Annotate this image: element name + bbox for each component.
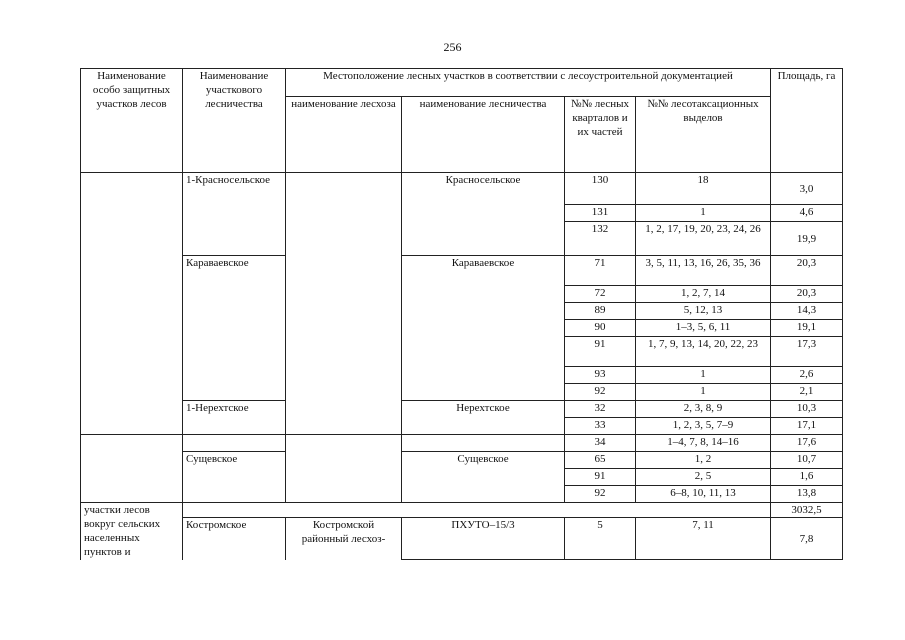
vydels-cell: 1, 2, 3, 5, 7–9: [636, 418, 771, 435]
vydels-cell: 2, 3, 8, 9: [636, 401, 771, 418]
area-cell: 17,6: [771, 435, 843, 452]
area-cell: 7,8: [771, 518, 843, 560]
quarter-cell: 89: [565, 303, 636, 320]
vydels-cell: 1, 2, 17, 19, 20, 23, 24, 26: [636, 222, 771, 256]
quarter-cell: 65: [565, 452, 636, 469]
quarter-cell: 90: [565, 320, 636, 337]
forestry-pkhuto: ПХУТО–15/3: [402, 518, 565, 560]
vydels-cell: 3, 5, 11, 13, 16, 26, 35, 36: [636, 256, 771, 286]
table-row: [81, 452, 843, 469]
header-forestry-name: наименование лесничества: [402, 97, 565, 173]
settlement-spacer: [183, 503, 771, 518]
area-cell: 4,6: [771, 205, 843, 222]
quarter-cell: 92: [565, 384, 636, 401]
settlement-category: участки лесов вокруг сельских населенных пунктов и: [81, 503, 183, 560]
table-row: [81, 503, 843, 518]
quarter-cell: 72: [565, 286, 636, 303]
area-cell: 10,7: [771, 452, 843, 469]
area-cell: 19,1: [771, 320, 843, 337]
quarter-cell: 93: [565, 367, 636, 384]
vydels-cell: 2, 5: [636, 469, 771, 486]
quarter-cell: 92: [565, 486, 636, 503]
header-district-forestry: Наименование участкового лесничества: [183, 69, 286, 173]
area-cell: 19,9: [771, 222, 843, 256]
forestry-karavaevskoe: Караваевское: [402, 256, 565, 401]
vydels-cell: 5, 12, 13: [636, 303, 771, 320]
district-nerekhtskoe: 1-Нерехтское: [183, 401, 286, 435]
area-cell: 14,3: [771, 303, 843, 320]
area-cell: 1,6: [771, 469, 843, 486]
area-cell: 3,0: [771, 173, 843, 205]
quarter-cell: 132: [565, 222, 636, 256]
quarter-cell: 5: [565, 518, 636, 560]
area-cell: 17,1: [771, 418, 843, 435]
quarter-cell: 131: [565, 205, 636, 222]
quarter-cell: 91: [565, 337, 636, 367]
district-krasnoselskoe: 1-Красносельское: [183, 173, 286, 256]
vydels-cell: 1, 7, 9, 13, 14, 20, 22, 23: [636, 337, 771, 367]
district-sushchevskoe: Сущевское: [183, 452, 286, 503]
area-cell: 20,3: [771, 286, 843, 303]
area-cell: 13,8: [771, 486, 843, 503]
vydels-cell: 1: [636, 205, 771, 222]
forestry-nerekhtskoe: Нерехтское: [402, 401, 565, 435]
header-leskhoz: наименование лесхоза: [286, 97, 402, 173]
protected-area-cell: [81, 435, 183, 503]
district-karavaevskoe: Караваевское: [183, 256, 286, 401]
vydels-cell: 1–4, 7, 8, 14–16: [636, 435, 771, 452]
quarter-cell: 71: [565, 256, 636, 286]
total-area-cell: 3032,5: [771, 503, 843, 518]
vydels-cell: 1: [636, 367, 771, 384]
table-row: [81, 401, 843, 418]
table-row: [81, 256, 843, 286]
area-cell: 17,3: [771, 337, 843, 367]
vydels-cell: 1, 2, 7, 14: [636, 286, 771, 303]
header-quarters: №№ лесных кварталов и их частей: [565, 97, 636, 173]
vydels-cell: 7, 11: [636, 518, 771, 560]
table-row: [81, 173, 843, 205]
header-area: Площадь, га: [771, 69, 843, 173]
area-cell: 2,1: [771, 384, 843, 401]
leskhoz-kostromskoy: Костромской районный лесхоз-: [286, 518, 402, 560]
area-cell: 20,3: [771, 256, 843, 286]
district-cell: [183, 435, 286, 452]
district-kostromskoe: Костромское: [183, 518, 286, 560]
table-row: [81, 435, 843, 452]
forestry-cell: [402, 435, 565, 452]
leskhoz-cell: [286, 173, 402, 435]
leskhoz-cell: [286, 435, 402, 503]
area-cell: 10,3: [771, 401, 843, 418]
forestry-krasnoselskoe: Красносельское: [402, 173, 565, 256]
header-row-1: [81, 69, 843, 97]
protected-area-cell: [81, 173, 183, 435]
header-location-group: Местоположение лесных участков в соответствии с лесоустроительной документацией: [286, 69, 771, 97]
quarter-cell: 130: [565, 173, 636, 205]
vydels-cell: 1: [636, 384, 771, 401]
quarter-cell: 33: [565, 418, 636, 435]
quarter-cell: 32: [565, 401, 636, 418]
table-row: [81, 518, 843, 560]
area-cell: 2,6: [771, 367, 843, 384]
vydels-cell: 18: [636, 173, 771, 205]
vydels-cell: 1–3, 5, 6, 11: [636, 320, 771, 337]
vydels-cell: 6–8, 10, 11, 13: [636, 486, 771, 503]
forestry-sushchevskoe: Сущевское: [402, 452, 565, 503]
quarter-cell: 34: [565, 435, 636, 452]
header-protected-areas: Наименование особо защитных участков лесов: [81, 69, 183, 173]
quarter-cell: 91: [565, 469, 636, 486]
header-vydels: №№ лесотаксационных выделов: [636, 97, 771, 173]
forest-areas-table: [80, 68, 843, 560]
vydels-cell: 1, 2: [636, 452, 771, 469]
page-number: 256: [443, 40, 462, 54]
